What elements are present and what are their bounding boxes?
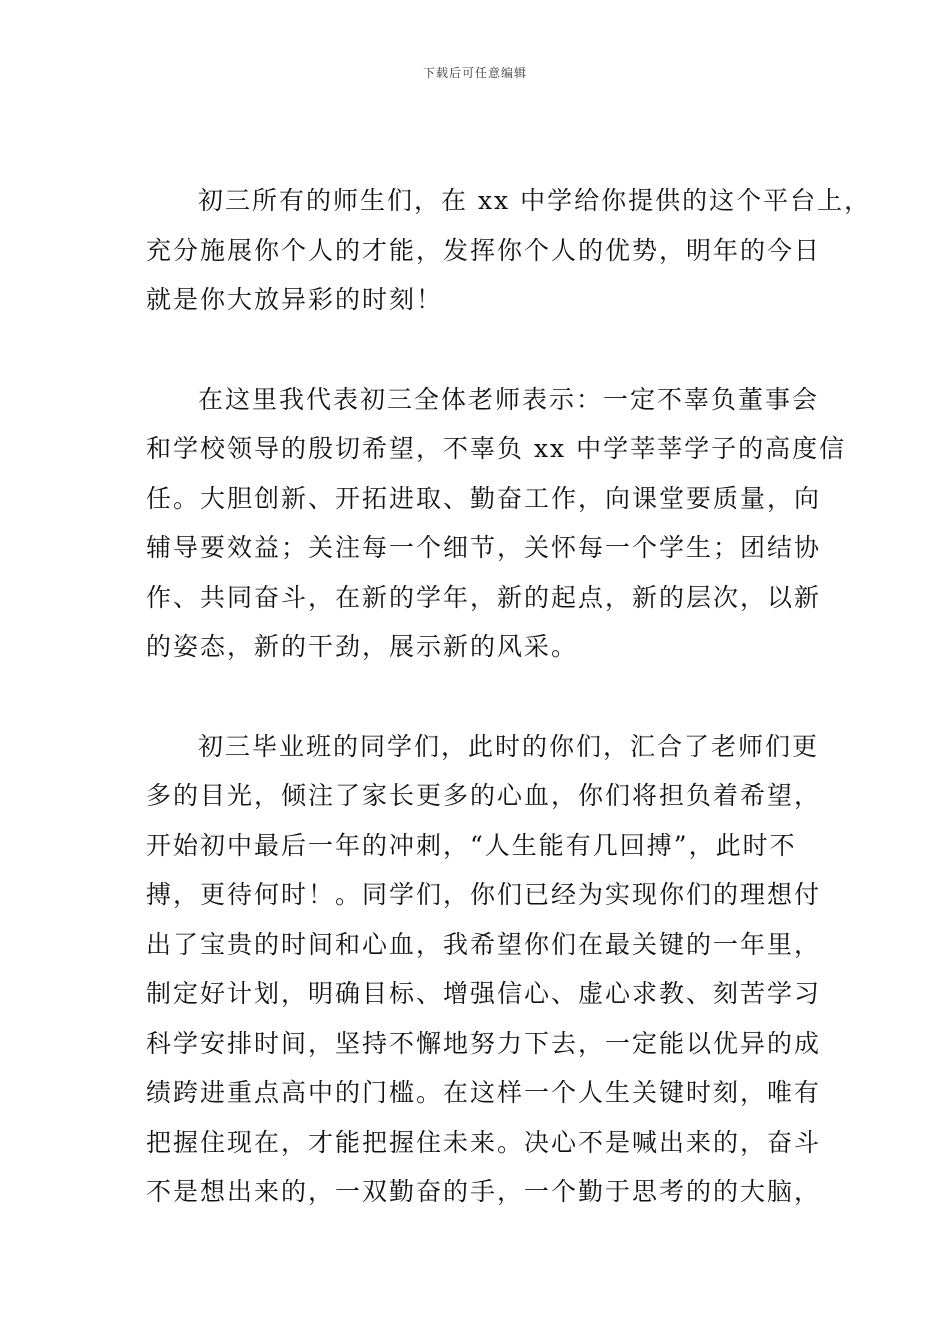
text-line: 制定好计划，明确目标、增强信心、虚心求教、刻苦学习 bbox=[146, 979, 822, 1008]
text-line: 充分施展你个人的才能，发挥你个人的优势，明年的今日 bbox=[146, 235, 822, 265]
text-line: 绩跨进重点高中的门槛。在这样一个人生关键时刻，唯有 bbox=[146, 1078, 822, 1107]
text-line: 科学安排时间，坚持不懈地努力下去，一定能以优异的成 bbox=[146, 1028, 822, 1058]
paragraph-1 bbox=[146, 176, 872, 325]
text-line: 出了宝贵的时间和心血，我希望你们在最关键的一年里， bbox=[146, 929, 822, 959]
text-line: 辅导要效益；关注每一个细节，关怀每一个学生；团结协 bbox=[146, 533, 822, 562]
document-body bbox=[146, 176, 872, 1267]
text-line: 初三所有的师生们，在 xx 中学给你提供的这个平台上， bbox=[198, 186, 872, 215]
paragraph-3 bbox=[146, 722, 822, 1217]
text-line: 开始初中最后一年的冲刺，“人生能有几回搏”，此时不 bbox=[146, 830, 797, 860]
text-line: 把握住现在，才能把握住未来。决心不是喊出来的，奋斗 bbox=[146, 1127, 822, 1157]
text-line: 初三毕业班的同学们，此时的你们，汇合了老师们更 bbox=[198, 731, 820, 761]
text-line: 就是你大放异彩的时刻！ bbox=[146, 285, 444, 314]
text-line: 多的目光，倾注了家长更多的心血，你们将担负着希望， bbox=[146, 781, 822, 810]
text-line: 搏，更待何时！。同学们，你们已经为实现你们的理想付 bbox=[146, 880, 822, 909]
text-line: 任。大胆创新、开拓进取、勤奋工作，向课堂要质量，向 bbox=[146, 483, 822, 513]
text-line: 和学校领导的殷切希望，不辜负 xx 中学莘莘学子的高度信 bbox=[146, 434, 847, 463]
text-line: 在这里我代表初三全体老师表示：一定不辜负董事会 bbox=[198, 384, 820, 414]
text-line: 不是想出来的，一双勤奋的手，一个勤于思考的的大脑， bbox=[146, 1177, 822, 1206]
paragraph-2 bbox=[146, 375, 847, 672]
header-note: 下载后可任意编辑 bbox=[422, 66, 527, 80]
text-line: 作、共同奋斗，在新的学年，新的起点，新的层次，以新 bbox=[146, 582, 822, 612]
text-line: 的姿态，新的干劲，展示新的风采。 bbox=[146, 632, 579, 661]
